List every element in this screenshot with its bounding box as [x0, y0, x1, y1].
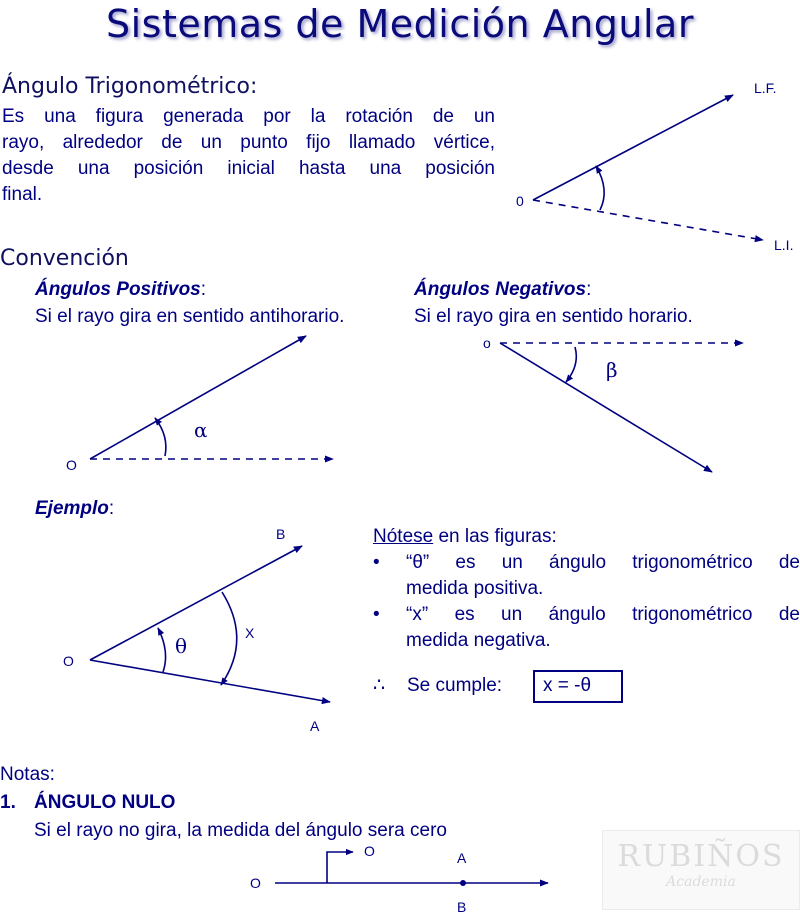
definition-line: final. [2, 184, 43, 206]
label-ejemplo-vertex: O [63, 653, 74, 669]
page-title: Sistemas de Medición Angular [106, 2, 694, 46]
positivos-title: Ángulos Positivos [35, 279, 201, 300]
figure-angulo-positivo [90, 336, 333, 459]
label-b: B [276, 526, 286, 542]
bullet-line: medida positiva. [406, 578, 544, 600]
definition-line: desde una posición inicial hasta una posición [2, 158, 495, 180]
cumple-label: Se cumple: [407, 675, 503, 696]
ray-oa [90, 660, 330, 702]
nota-item-number: 1. [0, 792, 16, 813]
label-nulo-a: A [457, 850, 467, 866]
bullet-dot: • [373, 604, 380, 626]
section-heading-convencion: Convención [0, 246, 129, 271]
ray-ob [90, 546, 302, 660]
bullet-line: medida negativa. [406, 630, 551, 652]
notese-rest: en las figuras: [433, 526, 557, 547]
label-lf: L.F. [754, 80, 777, 96]
figure-ejemplo [90, 546, 330, 702]
label-theta: θ [175, 634, 188, 658]
positivos-colon: : [200, 279, 207, 300]
initial-ray [533, 200, 763, 240]
label-a: A [310, 718, 320, 734]
label-alpha: α [194, 418, 208, 442]
ejemplo-colon: : [108, 498, 115, 519]
final-ray [533, 95, 733, 200]
watermark-line2: Academia [666, 874, 736, 890]
rotation-arc [596, 166, 604, 210]
section-heading-angulo-trigonometrico: Ángulo Trigonométrico: [2, 74, 258, 99]
negativos-desc: Si el rayo gira en sentido horario. [414, 306, 693, 327]
bullet-line: “θ” es un ángulo trigonométrico de [406, 552, 800, 573]
figure-angulo-nulo [275, 852, 548, 886]
label-nulo-b: B [457, 899, 467, 915]
negativos-heading [414, 277, 591, 303]
nota-item-title: ÁNGULO NULO [34, 792, 176, 813]
watermark-logo [602, 830, 800, 910]
label-nulo-o-top: O [364, 843, 375, 859]
positivos-heading [35, 277, 206, 303]
label-negativo-vertex: o [483, 335, 491, 351]
watermark-line1: RUBIÑOS [617, 839, 785, 874]
label-vertex: 0 [516, 193, 524, 209]
bullet-item [373, 550, 800, 602]
rotation-arc [566, 347, 576, 382]
bullet-line: “x” es un ángulo trigonométrico de [406, 604, 800, 626]
bent-arrow [327, 852, 353, 883]
theta-arc [158, 628, 166, 672]
rotation-arc [155, 418, 166, 456]
definition-line: rayo, alrededor de un punto fijo llamado vértice, [2, 132, 495, 154]
positivos-desc: Si el rayo gira en sentido antihorario. [35, 306, 345, 327]
figure-angulo-trigonometrico [533, 95, 763, 240]
notese-word: Nótese [373, 526, 434, 547]
bullet-dot: • [373, 552, 380, 573]
bullet-list [373, 550, 800, 654]
label-beta: β [606, 358, 618, 382]
label-nulo-o-left: O [250, 875, 261, 891]
notas-heading: Notas: [0, 764, 55, 785]
ejemplo-heading [35, 496, 114, 522]
ejemplo-title: Ejemplo [35, 498, 109, 519]
point-ab [460, 880, 466, 886]
negativos-colon: : [586, 279, 592, 300]
label-positivo-vertex: O [66, 457, 77, 473]
therefore-symbol: ∴ [373, 675, 386, 696]
nota-item-desc: Si el rayo no gira, la medida del ángulo sera cero [34, 820, 447, 841]
x-arc [221, 592, 237, 685]
formula-text: x = -θ [543, 675, 592, 696]
bullet-item [373, 602, 800, 654]
label-li: L.I. [774, 237, 794, 253]
label-x: X [245, 625, 255, 641]
negativos-title: Ángulos Negativos [414, 279, 587, 300]
notese-line [373, 524, 557, 550]
figure-angulo-negativo [500, 343, 743, 472]
definition-line: Es una figura generada por la rotación de un [2, 106, 495, 127]
